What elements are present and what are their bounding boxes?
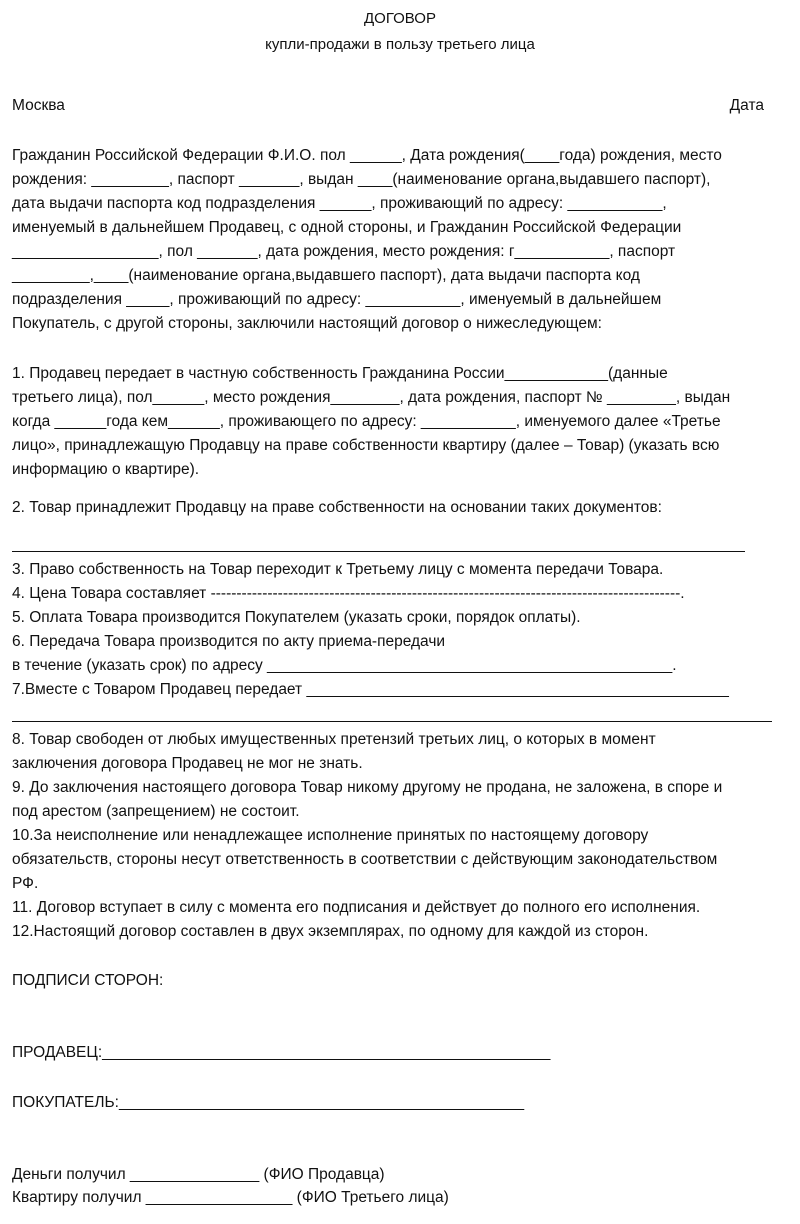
apartment-received: Квартиру получил _________________ (ФИО Третьего лица) bbox=[12, 1189, 449, 1206]
preamble-line: _________________, пол _______, дата рождения, место рождения: г___________, паспорт bbox=[12, 243, 676, 260]
clause-1-line: третьего лица), пол______, место рождения________, дата рождения, паспорт № ________, выдан bbox=[12, 389, 731, 406]
clause-10-line: РФ. bbox=[12, 875, 39, 892]
preamble-line: подразделения _____, проживающий по адресу: ___________, именуемый в дальнейшем bbox=[12, 291, 662, 308]
preamble-line: _________,____(наименование органа,выдавшего паспорт), дата выдачи паспорта код bbox=[12, 267, 640, 284]
clause-2: 2. Товар принадлежит Продавцу на праве собственности на основании таких документов: bbox=[12, 499, 662, 516]
blank-line bbox=[12, 721, 772, 722]
clause-8-line: 8. Товар свободен от любых имущественных претензий третьих лиц, о которых в момент bbox=[12, 731, 656, 748]
preamble-line: рождения: _________, паспорт _______, выдан ____(наименование органа,выдавшего паспорт), bbox=[12, 171, 711, 188]
clause-1-line: когда ______года кем______, проживающего по адресу: ___________, именуемого далее «Третье bbox=[12, 413, 721, 430]
clause-9-line: 9. До заключения настоящего договора Товар никому другому не продана, не заложена, в споре и bbox=[12, 779, 723, 796]
money-received: Деньги получил _______________ (ФИО Продавца) bbox=[12, 1166, 385, 1183]
clause-7: 7.Вместе с Товаром Продавец передает _________________________________________________ bbox=[12, 681, 729, 698]
signatures-heading: ПОДПИСИ СТОРОН: bbox=[12, 972, 164, 989]
clause-4: 4. Цена Товара составляет -------------------------------------------------------------------------------------------. bbox=[12, 585, 685, 602]
document-title: ДОГОВОР bbox=[364, 10, 436, 27]
preamble-line: дата выдачи паспорта код подразделения ______, проживающий по адресу: ___________, bbox=[12, 195, 667, 212]
clause-5: 5. Оплата Товара производится Покупателем (указать сроки, порядок оплаты). bbox=[12, 609, 581, 626]
clause-11: 11. Договор вступает в силу с момента его подписания и действует до полного его исполнения. bbox=[12, 899, 701, 916]
clause-9-line: под арестом (запрещением) не состоит. bbox=[12, 803, 300, 820]
document-subtitle: купли-продажи в пользу третьего лица bbox=[265, 36, 535, 53]
clause-12: 12.Настоящий договор составлен в двух экземплярах, по одному для каждой из сторон. bbox=[12, 923, 649, 940]
clause-10-line: обязательств, стороны несут ответственность в соответствии с действующим законодательством bbox=[12, 851, 718, 868]
clause-8-line: заключения договора Продавец не мог не знать. bbox=[12, 755, 363, 772]
clause-10-line: 10.За неисполнение или ненадлежащее исполнение принятых по настоящему договору bbox=[12, 827, 649, 844]
seller-signature: ПРОДАВЕЦ:____________________________________________________ bbox=[12, 1044, 551, 1061]
blank-line bbox=[12, 551, 745, 552]
buyer-signature: ПОКУПАТЕЛЬ:_______________________________________________ bbox=[12, 1094, 525, 1111]
clause-1-line: 1. Продавец передает в частную собственность Гражданина России____________(данные bbox=[12, 365, 668, 382]
clause-1-line: лицо», принадлежащую Продавцу на праве собственности квартиру (далее – Товар) (указать всю bbox=[12, 437, 720, 454]
preamble-line: Гражданин Российской Федерации Ф.И.О. пол ______, Дата рождения(____года) рождения, место bbox=[12, 147, 722, 164]
clause-6: 6. Передача Товара производится по акту приема-передачи bbox=[12, 633, 446, 650]
date-label: Дата bbox=[729, 97, 764, 114]
preamble-line: именуемый в дальнейшем Продавец, с одной стороны, и Гражданин Российской Федерации bbox=[12, 219, 682, 236]
preamble-line: Покупатель, с другой стороны, заключили настоящий договор о нижеследующем: bbox=[12, 315, 602, 332]
city-label: Москва bbox=[12, 97, 65, 114]
clause-1-line: информацию о квартире). bbox=[12, 461, 200, 478]
clause-3: 3. Право собственность на Товар переходит к Третьему лицу с момента передачи Товара. bbox=[12, 561, 664, 578]
clause-6-address: в течение (указать срок) по адресу _______________________________________________. bbox=[12, 657, 677, 674]
